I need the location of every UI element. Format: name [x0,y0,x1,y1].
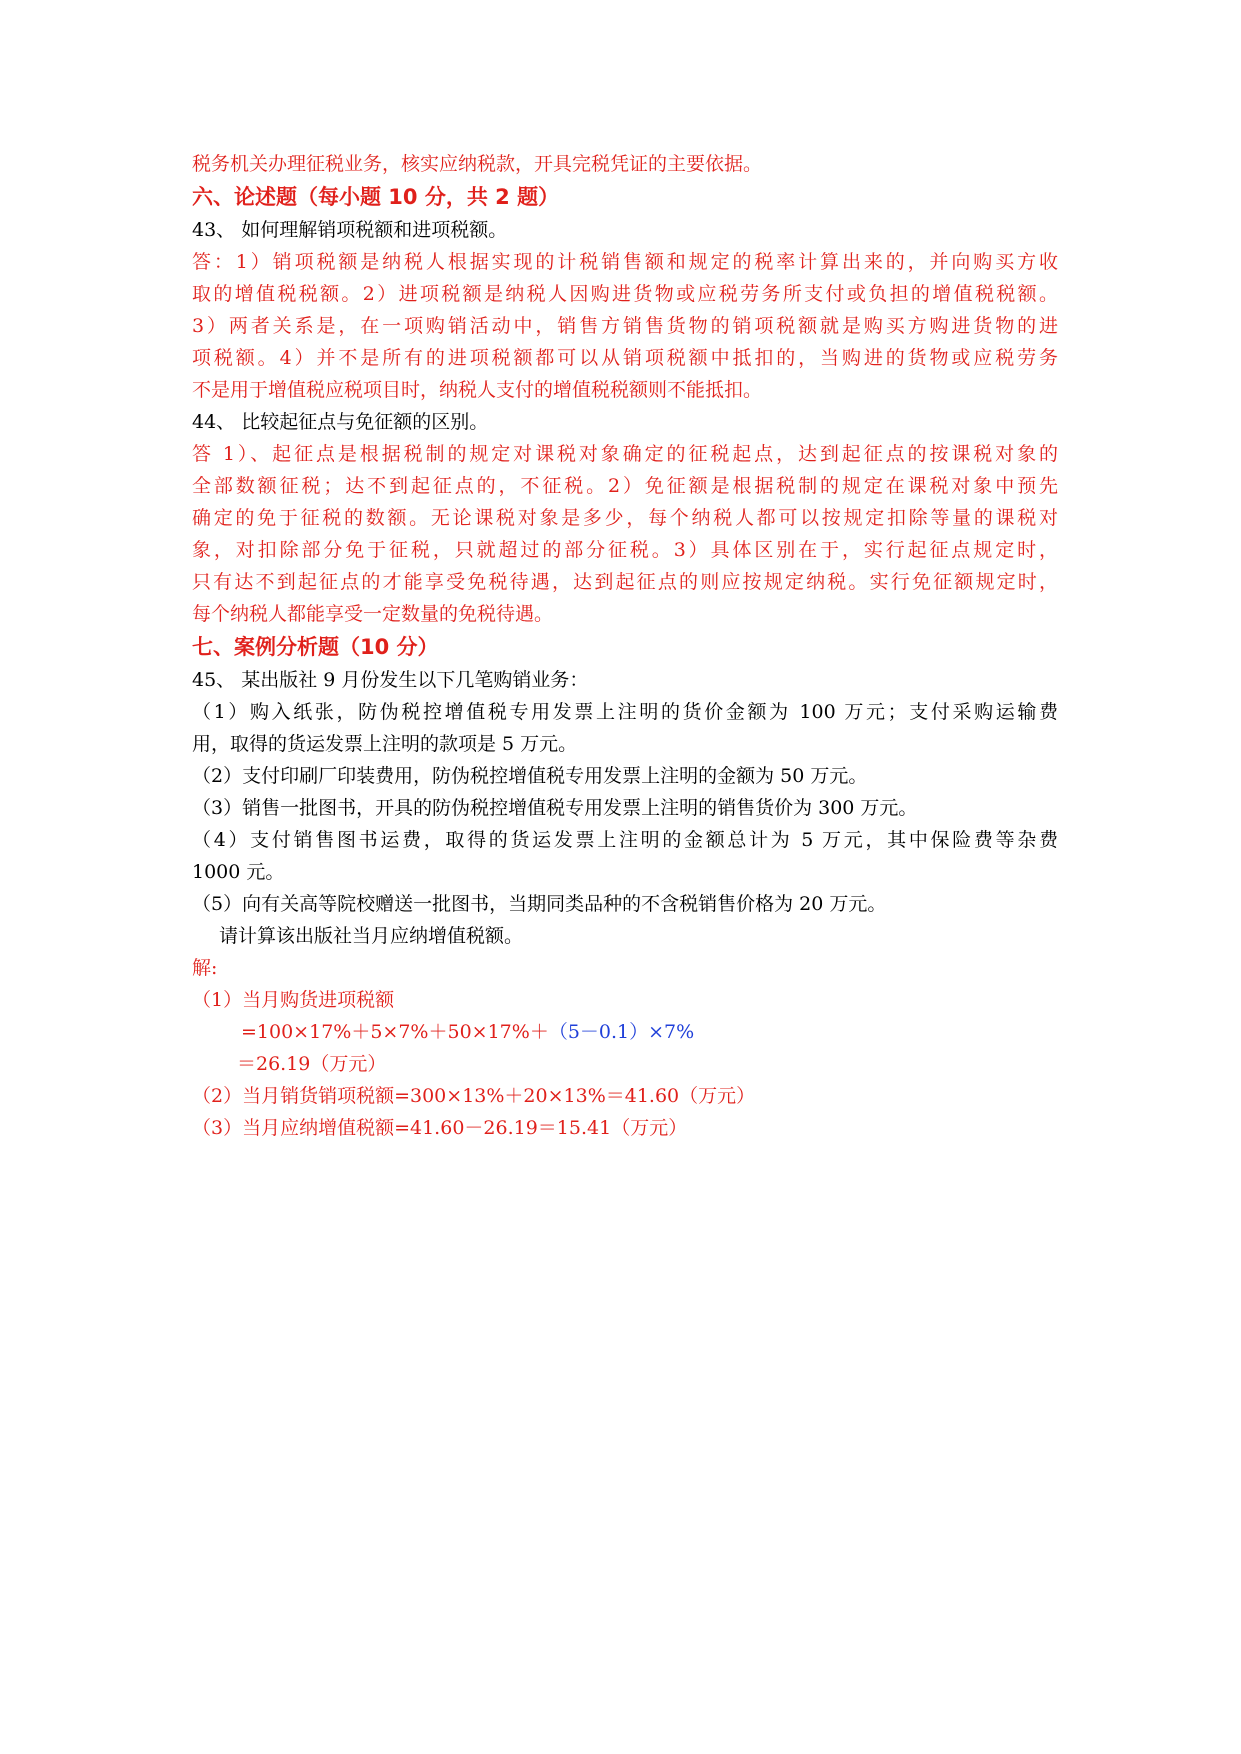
answer-line: 全部数额征税；达不到起征点的，不征税。2）免征额是根据税制的规定在课税对象中预先 [192,475,1058,497]
case-prompt: 请计算该出版社当月应纳增值税额。 [219,925,524,947]
case-item-line: （2）支付印刷厂印装费用，防伪税控增值税专用发票上注明的金额为 50 万元。 [192,765,868,787]
answer-line: 每个纳税人都能享受一定数量的免税待遇。 [192,603,554,625]
case-item-line: 用，取得的货运发票上注明的款项是 5 万元。 [192,733,578,755]
solution-step-3: （3）当月应纳增值税额=41.60－26.19＝15.41（万元） [192,1117,688,1139]
document-page [192,148,1058,1144]
question-43: 43、 如何理解销项税额和进项税额。 [192,219,508,241]
case-items [192,696,1058,920]
answer-line: 3）两者关系是，在一项购销活动中，销售方销售货物的销项税额就是购买方购进货物的进 [192,315,1058,337]
solution [192,952,1058,1144]
case-item-line: （1）购入纸张，防伪税控增值税专用发票上注明的货价金额为 100 万元；支付采购运输费 [192,701,1058,723]
answer-line: 项税额。4）并不是所有的进项税额都可以从销项税额中抵扣的，当购进的货物或应税劳务 [192,347,1058,369]
solution-step-1: （1）当月购货进项税额 [192,989,395,1011]
answer-line: 答 1）、起征点是根据税制的规定对课税对象确定的征税起点，达到起征点的按课税对象的 [192,443,1058,465]
intro-line: 税务机关办理征税业务，核实应纳税款，开具完税凭证的主要依据。 [192,153,763,175]
answer-line: 不是用于增值税应税项目时，纳税人支付的增值税税额则不能抵扣。 [192,379,763,401]
answer-line: 象，对扣除部分免于征税，只就超过的部分征税。3）具体区别在于，实行起征点规定时， [192,539,1058,561]
formula-part-blue: （5－0.1）×7% [548,1021,695,1043]
case-item-line: （4）支付销售图书运费，取得的货运发票上注明的金额总计为 5 万元，其中保险费等杂费 [192,829,1058,851]
question-45: 45、 某出版社 9 月份发生以下几笔购销业务： [192,669,589,691]
solution-step-1-formula [192,1016,1058,1048]
answer-line: 确定的免于征税的数额。无论课税对象是多少，每个纳税人都可以按规定扣除等量的课税对 [192,507,1058,529]
answer-44 [192,438,1058,630]
answer-line: 只有达不到起征点的才能享受免税待遇，达到起征点的则应按规定纳税。实行免征额规定时， [192,571,1058,593]
case-item-line: （3）销售一批图书，开具的防伪税控增值税专用发票上注明的销售货价为 300 万元。 [192,797,918,819]
question-44: 44、 比较起征点与免征额的区别。 [192,411,489,433]
solution-label: 解: [192,957,218,979]
solution-step-2: （2）当月销货销项税额=300×13%＋20×13%＝41.60（万元） [192,1085,756,1107]
case-item-line: 1000 元。 [192,861,285,883]
case-item-line: （5）向有关高等院校赠送一批图书，当期同类品种的不含税销售价格为 20 万元。 [192,893,887,915]
answer-line: 答：1）销项税额是纳税人根据实现的计税销售额和规定的税率计算出来的，并向购买方收 [192,251,1058,273]
answer-43 [192,246,1058,406]
section-heading-essay: 六、论述题（每小题 10 分，共 2 题） [192,185,560,209]
formula-part-red: =100×17%＋5×7%＋50×17%＋ [241,1021,549,1043]
solution-step-1-result: ＝26.19（万元） [237,1053,387,1075]
answer-line: 取的增值税税额。2）进项税额是纳税人因购进货物或应税劳务所支付或负担的增值税税额。 [192,283,1058,305]
section-heading-case: 七、案例分析题（10 分） [192,635,439,659]
